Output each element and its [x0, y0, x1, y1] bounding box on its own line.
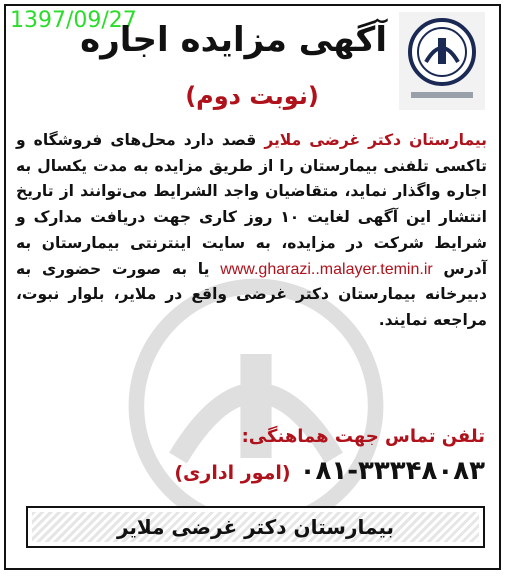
publish-date: 1397/09/27: [10, 8, 137, 33]
footer-box: [26, 506, 485, 548]
body-text-part-1: قصد دارد محل‌های فروشگاه و تاکسی تلفنی بیمارستان را از طریق مزایده به مدت یکسال به اجاره واگذار نماید، متقاضیان واجد الشرایط می‌توانند از تاریخ انتشار این آگهی لغایت ۱۰ روز کاری جهت دریافت مدارک و شرایط شرکت در مزایده، به سایت اینترنتی بیمارستان به آدرس: [16, 131, 488, 278]
notice-body: [16, 128, 487, 334]
contact-note: (امور اداری): [174, 462, 291, 484]
org-name: بیمارستان دکتر غرضی ملایر: [264, 131, 487, 149]
footer-org-name: بیمارستان دکتر غرضی ملایر: [116, 515, 395, 539]
contact-phone-line: [174, 456, 485, 486]
notice-subtitle: (نوبت دوم): [185, 82, 319, 110]
contact-phone: ۰۸۱-۳۳۳۴۸۰۸۳: [299, 456, 485, 486]
contact-label: تلفن تماس جهت هماهنگی:: [241, 426, 485, 447]
notice-title: آگهی مزایده اجاره: [80, 20, 387, 60]
hospital-emblem-icon: [399, 12, 485, 110]
body-text-part-2: یا به صورت حضوری به دبیرخانه بیمارستان دکتر غرضی واقع در ملایر، بلوار نبوت، مراجعه نمایند.: [16, 259, 487, 329]
website-link[interactable]: www.gharazi..malayer.temin.ir: [220, 260, 433, 278]
